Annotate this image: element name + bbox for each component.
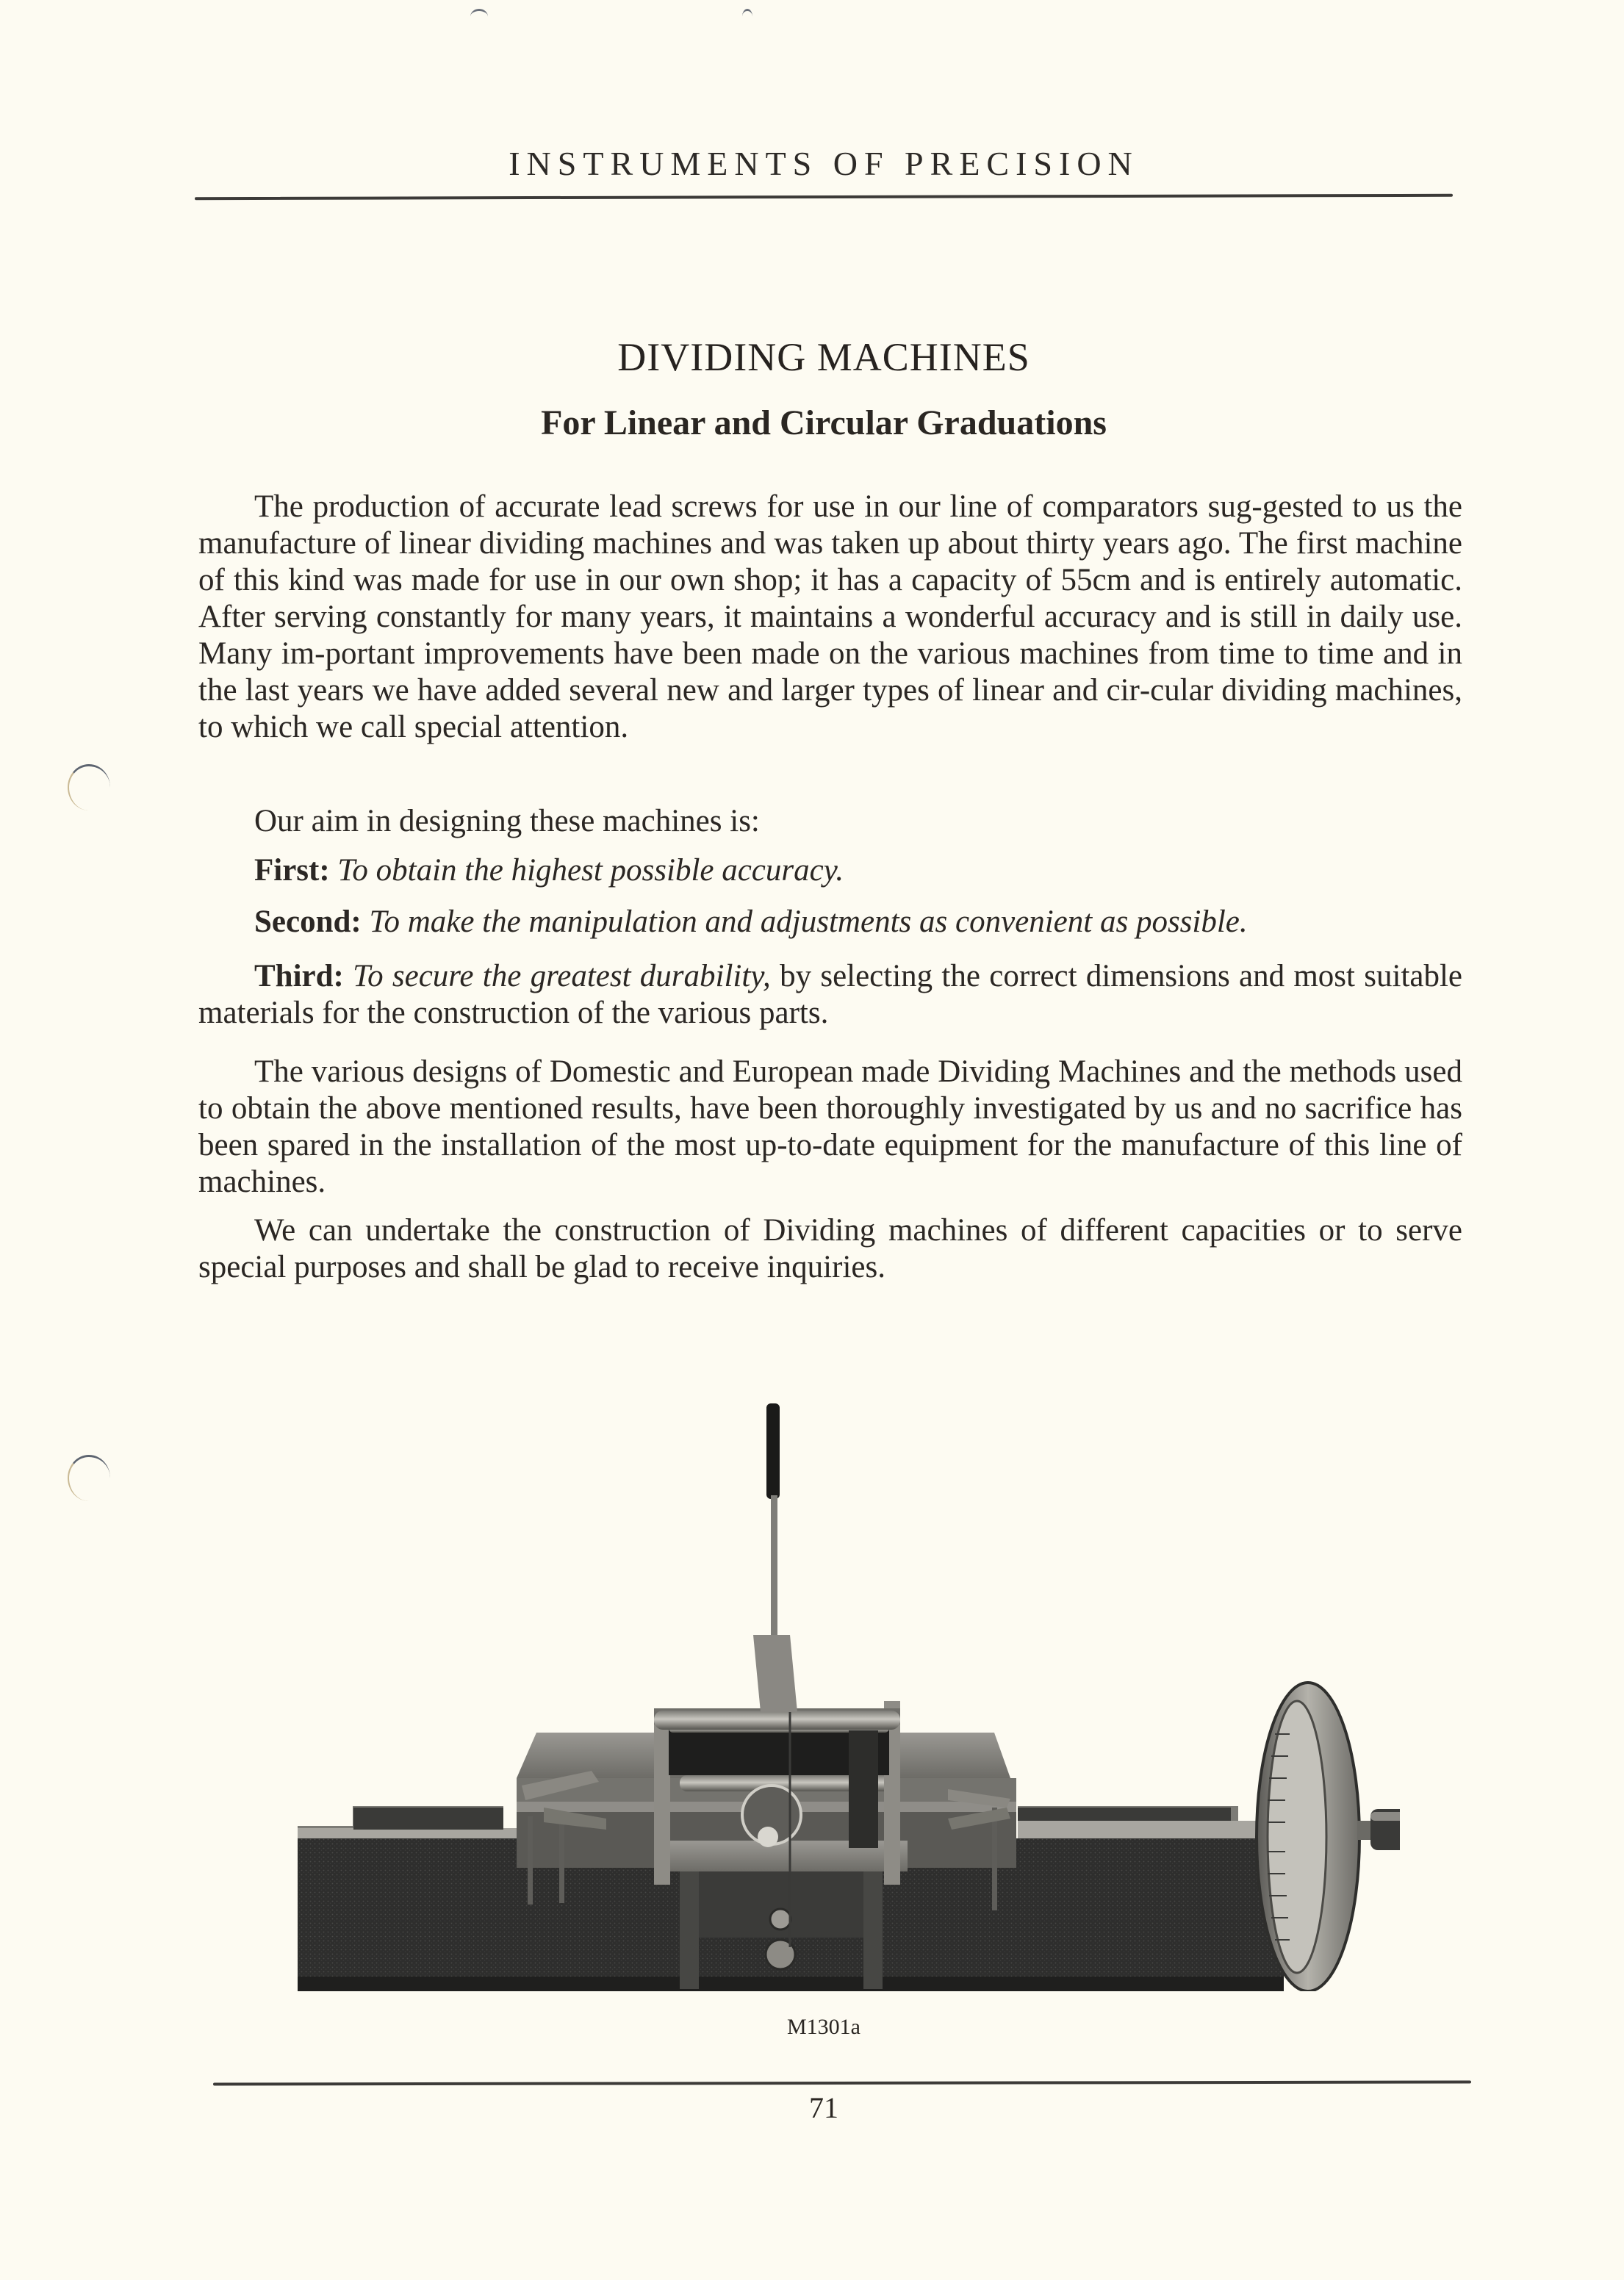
dividing-machine-photo [283,1367,1400,1991]
aim-second [198,904,1462,941]
designs-text: The various designs of Domestic and European made Dividing Machines and the methods used to obtain the above mentioned results, have been thoroughly investigated by us and no sacrifice has been spared in the installation of the most up-to-date equipment for the manufacture of this line of machines. [198,1054,1462,1199]
aim-third [198,958,1462,1032]
intro-text: The production of accurate lead screws for use in our line of comparators sug‐gested to us the manufacture of linear dividing machines and was taken up about thirty years ago. The first machine of this kind was made for use in our own shop; it has a capacity of 55cm and is entirely automatic. After serving constantly for many years, it maintains a wonderful accuracy and is still in daily use. Many im‐portant improvements have been made on the various machines from time to time and in the last years we have added several new and larger types of linear and cir‐cular dividing machines, to which we call special attention. [198,489,1462,744]
aim-paragraph [198,803,1462,840]
aim-text: Our aim in designing these machines is: [254,804,760,838]
second-text: To make the manipulation and adjustments as convenient as possible. [369,905,1248,939]
third-italic-text: To secure the greatest durability, [353,959,771,993]
second-label: Second: [254,905,362,939]
edge-nick [470,9,488,24]
intro-paragraph [198,489,1462,746]
closing-text: We can undertake the construction of Dividing machines of different capacities or to serve special purposes and shall be glad to receive inquiries. [198,1213,1462,1284]
page-number: 71 [809,2091,838,2124]
header-rule [195,194,1453,200]
closing-paragraph [198,1212,1462,1286]
aim-first [198,852,1462,889]
binder-hole [68,764,110,810]
machine-bed [283,1830,298,1991]
footer-rule [213,2081,1471,2086]
third-text: by selecting the correct dimensions and most suitable materials for the construction of the various parts. [198,959,1463,1030]
page-subtitle: For Linear and Circular Graduations [541,403,1107,442]
figure-caption: M1301a [787,2015,860,2039]
binder-hole [68,1455,110,1501]
first-text: To obtain the highest possible accuracy. [337,853,844,888]
designs-paragraph [198,1054,1462,1201]
page-title: DIVIDING MACHINES [617,335,1030,379]
edge-nick [742,9,752,24]
third-label: Third: [254,959,344,993]
running-header: INSTRUMENTS OF PRECISION [509,145,1139,182]
first-label: First: [254,853,330,888]
